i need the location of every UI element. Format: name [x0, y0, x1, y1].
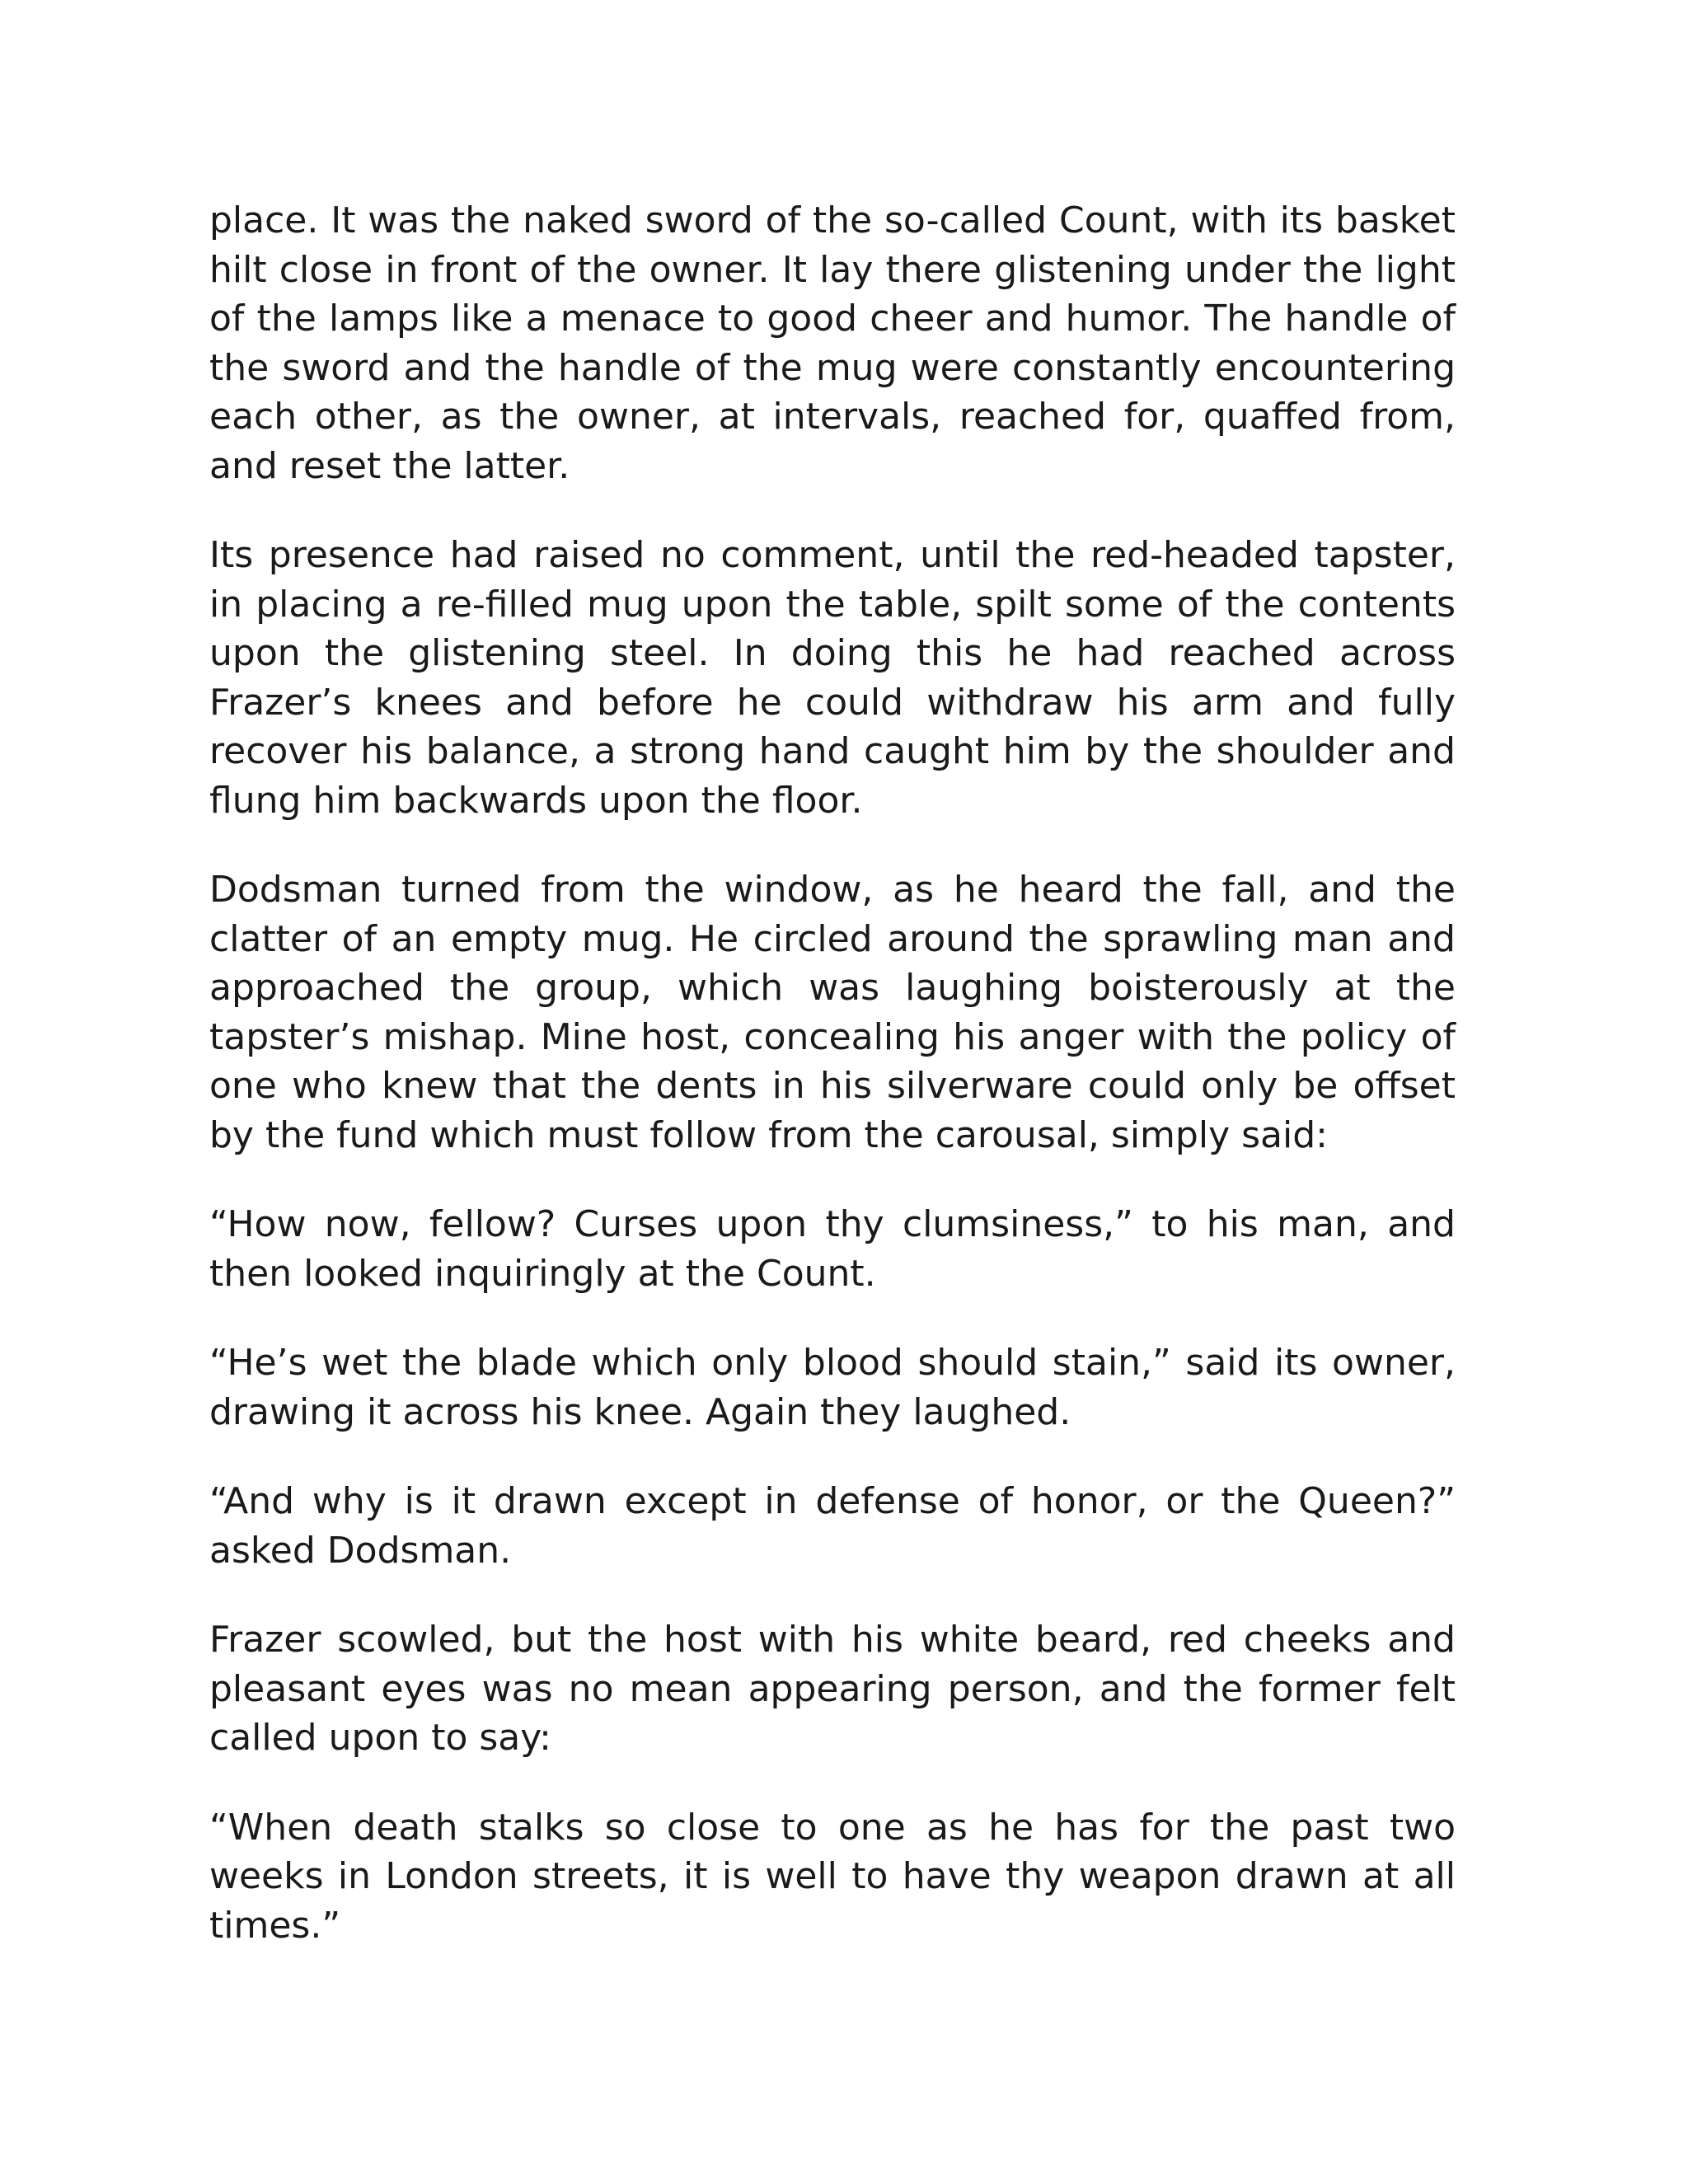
paragraph-4: “How now, fellow? Curses upon thy clumsiness,” to his man, and then looked inquiringly at the Count. — [209, 1203, 1456, 1295]
paragraph-8: “When death stalks so close to one as he has for the past two weeks in London streets, it is well to have thy weapon drawn at all times.” — [209, 1806, 1456, 1947]
paragraph-6: “And why is it drawn except in defense of honor, or the Queen?” asked Dodsman. — [209, 1480, 1456, 1572]
paragraph-5: “He’s wet the blade which only blood should stain,” said its owner, drawing it across his knee. Again they laughed. — [209, 1342, 1456, 1433]
paragraph-1: place. It was the naked sword of the so-called Count, with its basket hilt close in front of the owner. It lay there glistening under the light of the lamps like a menace to good cheer and humor. The handle of the sword and the handle of the mug were constantly encountering each other, as the owner, at intervals, reached for, quaffed from, and reset the latter. — [209, 199, 1456, 487]
paragraph-3: Dodsman turned from the window, as he heard the fall, and the clatter of an empty mug. He circled around the sprawling man and approached the group, which was laughing boisterously at the tapster’s mishap. Mine host, concealing his anger with the policy of one who knew that the dents in his silverware could only be offset by the fund which must follow from the carousal, simply said: — [209, 869, 1456, 1156]
paragraph-2: Its presence had raised no comment, until the red-headed tapster, in placing a re-filled mug upon the table, spilt some of the contents upon the glistening steel. In doing this he had reached across Frazer’s knees and before he could withdraw his arm and fully recover his balance, a strong hand caught him by the shoulder and flung him backwards upon the floor. — [209, 534, 1456, 822]
paragraph-7: Frazer scowled, but the host with his white beard, red cheeks and pleasant eyes was no mean appearing person, and the former felt called upon to say: — [209, 1619, 1456, 1759]
page-body — [209, 196, 1456, 1950]
